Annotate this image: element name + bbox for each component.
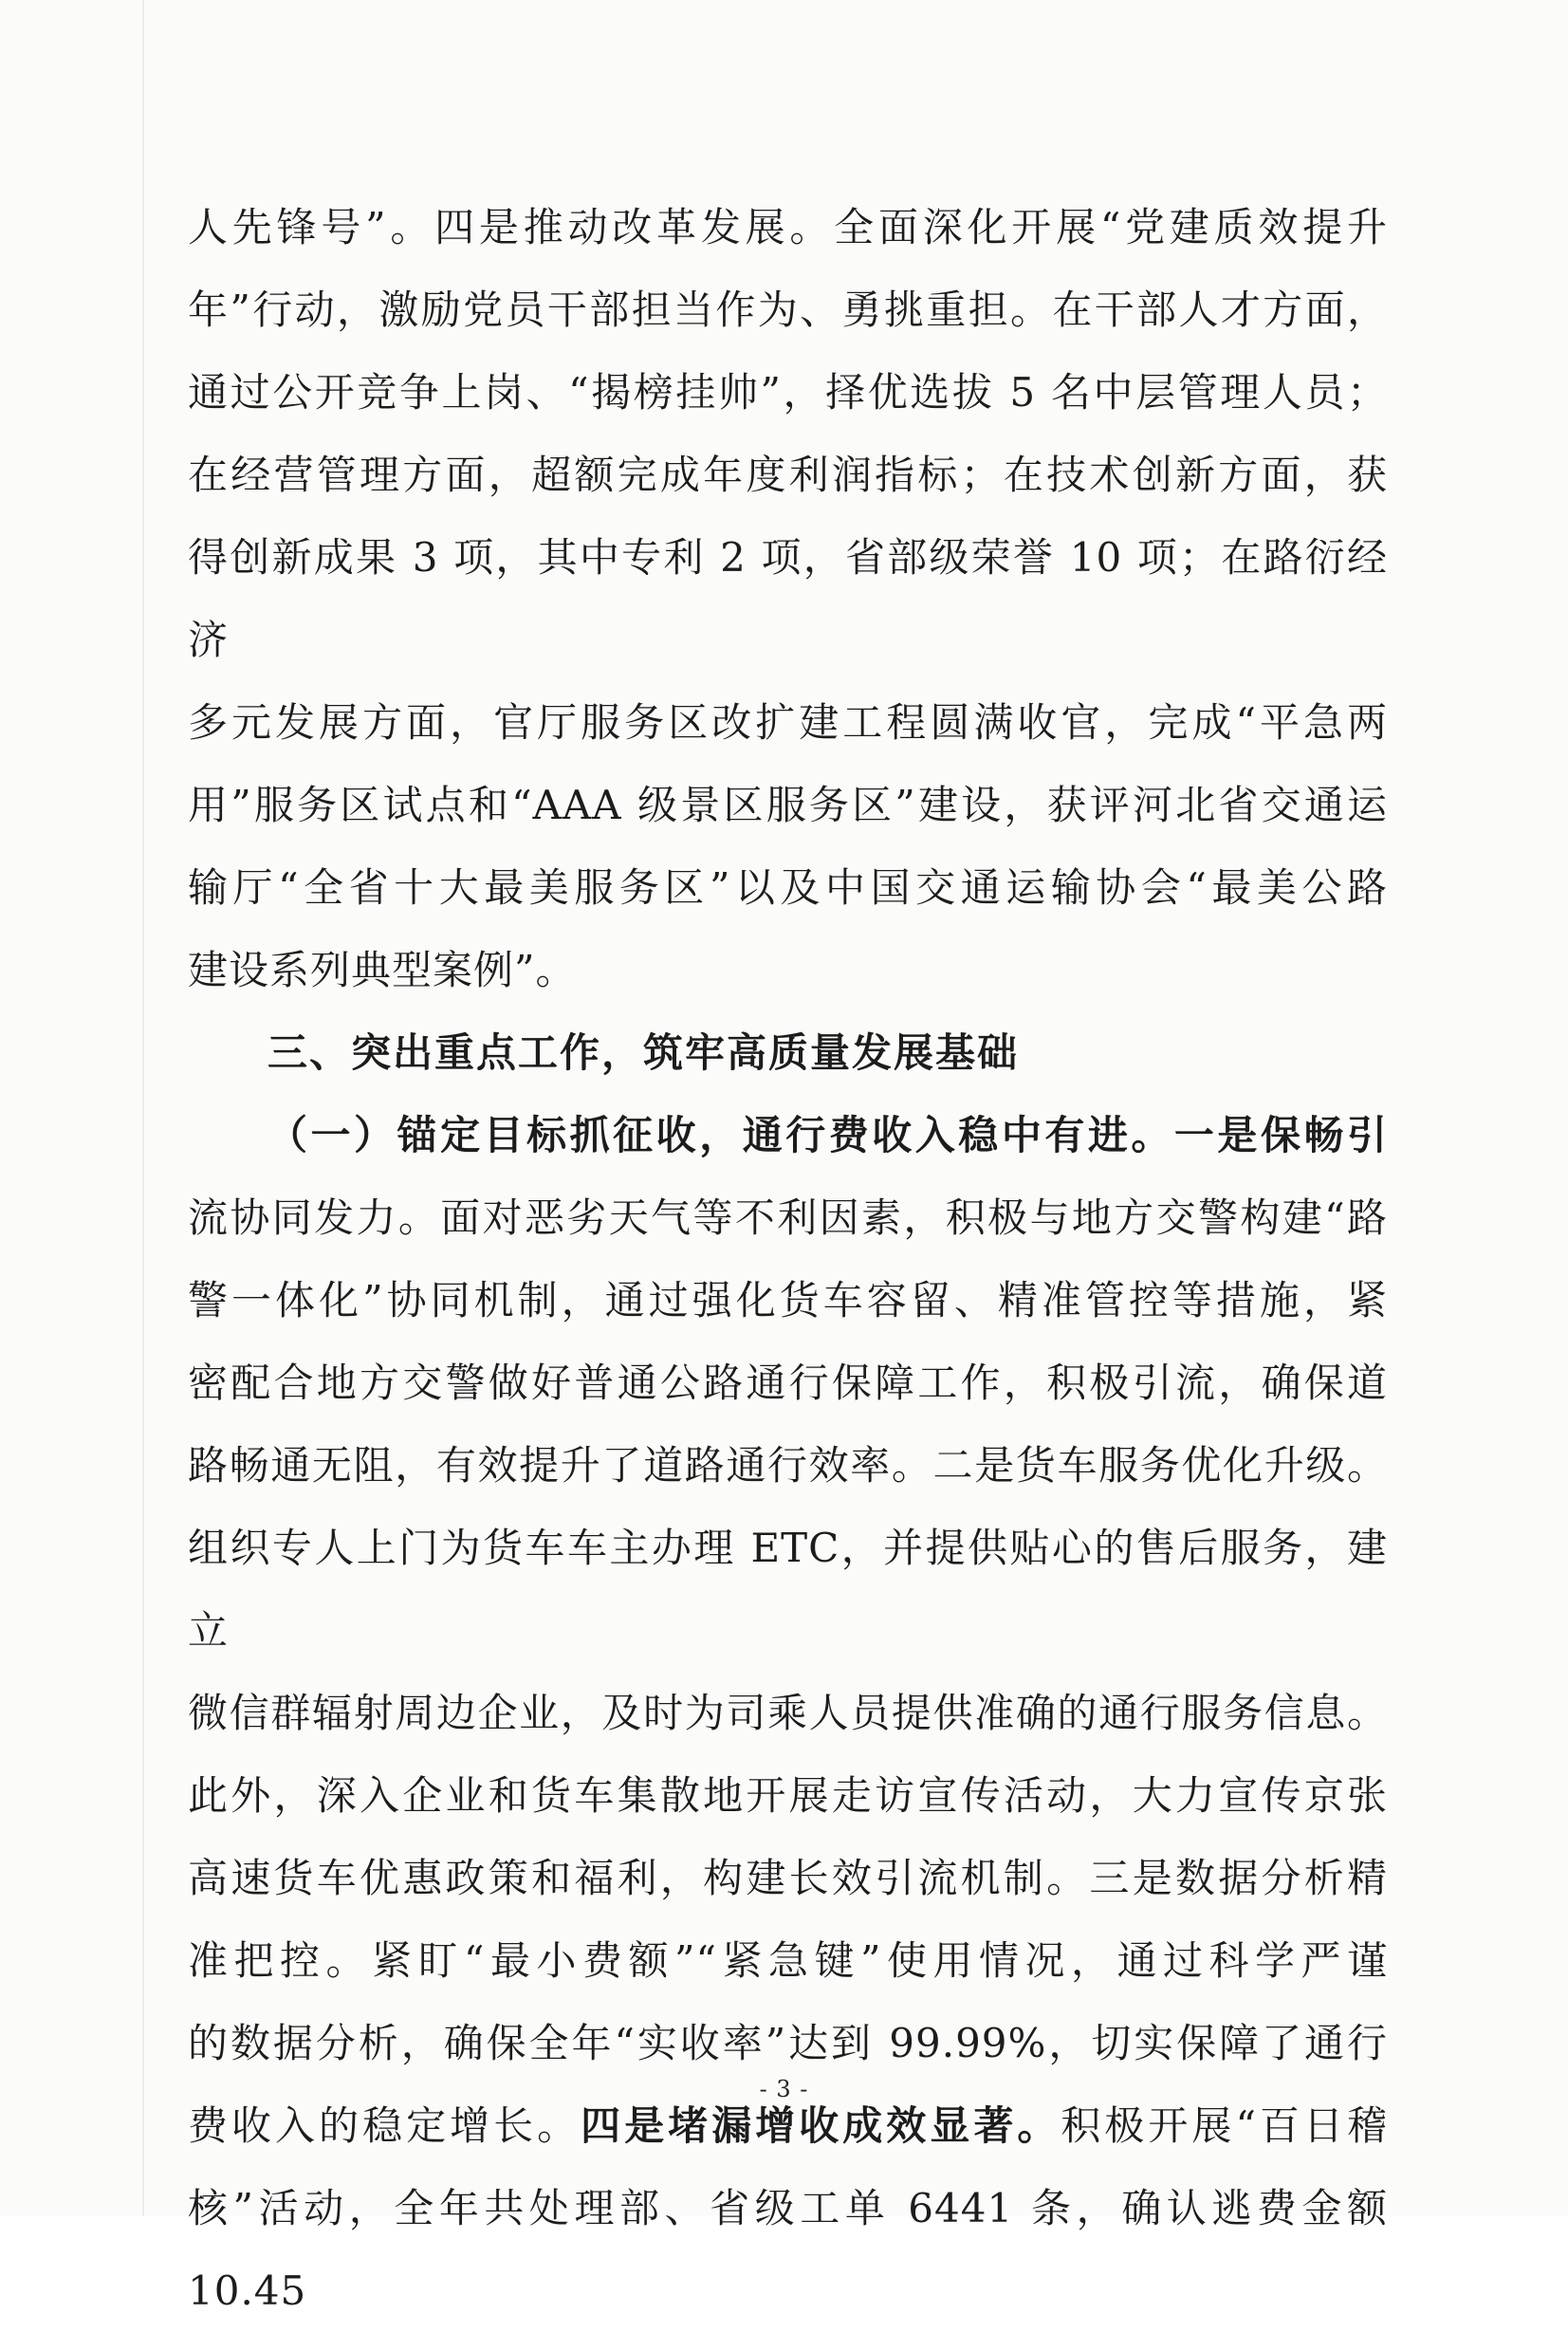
subheading: （一）锚定目标抓征收，通行费收入稳中有进。 [267, 1112, 1174, 1158]
line-4: 在经营管理方面，超额完成年度利润指标；在技术创新方面，获 [188, 452, 1388, 498]
line-5: 得创新成果 3 项，其中专利 2 项，省部级荣誉 10 项；在路衍经济 [188, 534, 1388, 663]
line-s9: 高速货车优惠政策和福利，构建长效引流机制。三是数据分析精 [188, 1855, 1388, 1901]
line-s7: 微信群辐射周边企业，及时为司乘人员提供准确的通行服务信息。 [188, 1690, 1388, 1736]
section-heading: 三、突出重点工作，筑牢高质量发展基础 [267, 1029, 1020, 1076]
line-3: 通过公开竞争上岗、“揭榜挂帅”，择优选拔 5 名中层管理人员； [188, 369, 1388, 416]
line-s15: 核”活动，全年共处理部、省级工单 6441 条，确认逃费金额 10.45 [188, 2185, 1388, 2314]
paragraph-1-last-line [188, 929, 1388, 1011]
line-s8: 此外，深入企业和货车集散地开展走访宣传活动，大力宣传京张 [188, 1772, 1388, 1819]
line-s13: 四是堵漏增收成效显著。 [581, 2102, 1061, 2149]
line-9: 建设系列典型案例”。 [188, 947, 577, 993]
line-s10: 准把控。紧盯“最小费额”“紧急键”使用情况，通过科学严谨 [188, 1937, 1388, 1984]
paragraph-1 [188, 186, 1388, 929]
line-8: 输厅“全省十大最美服务区”以及中国交通运输协会“最美公路 [188, 864, 1388, 911]
paragraph-2-first-line [188, 1094, 1388, 1176]
line-6: 多元发展方面，官厅服务区改扩建工程圆满收官，完成“平急两 [188, 699, 1388, 746]
line-1: 人先锋号”。四是推动改革发展。全面深化开展“党建质效提升 [188, 204, 1388, 250]
line-s3: 警一体化”协同机制，通过强化货车容留、精准管控等措施，紧 [188, 1277, 1388, 1323]
line-2: 年”行动，激励党员干部担当作为、勇挑重担。在干部人才方面， [188, 287, 1388, 333]
line-s5: 路畅通无阻，有效提升了道路通行效率。二是货车服务优化升级。 [188, 1442, 1388, 1489]
line-s6: 组织专人上门为货车车主办理 ETC，并提供贴心的售后服务，建立 [188, 1525, 1388, 1654]
line-7: 用”服务区试点和“AAA 级景区服务区”建设，获评河北省交通运 [188, 782, 1388, 828]
line-s14: 积极开展“百日稽 [1061, 2102, 1388, 2149]
line-s2: 流协同发力。面对恶劣天气等不利因素，积极与地方交警构建“路 [188, 1194, 1388, 1241]
paragraph-2-last-line [188, 2167, 1388, 2332]
line-s4: 密配合地方交警做好普通公路通行保障工作，积极引流，确保道 [188, 1360, 1388, 1406]
line-s1: 一是保畅引 [1173, 1112, 1388, 1158]
paragraph-2 [188, 1176, 1388, 2167]
page-number: - 3 - [759, 2076, 809, 2102]
line-s12: 费收入的稳定增长。 [188, 2102, 581, 2149]
line-s11: 的数据分析，确保全年“实收率”达到 99.99%，切实保障了通行 [188, 2020, 1388, 2066]
body-text [188, 186, 1388, 2332]
scan-edge [142, 0, 144, 2216]
